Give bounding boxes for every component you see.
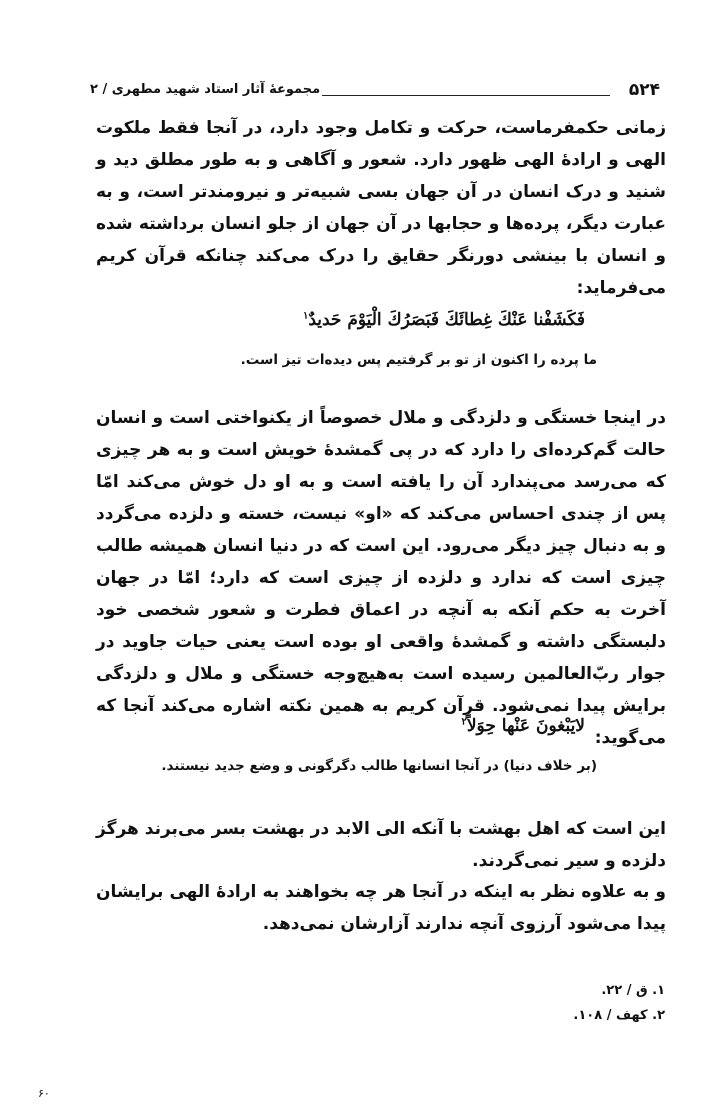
verse-text: فَكَشَفْنا عَنْكَ غِطائَكَ فَبَصَرُكَ الْيَوْمَ حَديدٌ xyxy=(308,310,585,330)
paragraph-4: و به علاوه نظر به اینکه در آنجا هر چه بخواهند به ارادهٔ الهی برایشان پیدا می‌شود آرزوی آنچه ندارند آزارشان نمی‌دهد. xyxy=(96,882,666,934)
footnotes xyxy=(573,978,665,1028)
paragraph-1: زمانی حکمفرماست، حرکت و تکامل وجود دارد، در آنجا فقط ملکوت الهی و ارادهٔ الهی ظهور دارد. شعور و آگاهی و به طور مطلق دید و شنید و درک انسان در آن جهان بسی شبیه‌تر و نیرومندتر است، و به عبارت دیگر، پرده‌ها و حجابها در آن جهان از جلو انسان برداشته شده و انسان با بینشی دورنگر حقایق را درک می‌کند چنانکه قرآن کریم می‌فرماید: xyxy=(96,118,666,298)
footnote-2: ۲. کهف / ۱۰۸. xyxy=(573,1008,665,1023)
paragraph-3: این است که اهل بهشت با آنکه الی الابد در بهشت بسر می‌برند هرگز دلزده و سیر نمی‌گردند. xyxy=(96,819,666,871)
quran-verse-2 xyxy=(461,716,585,736)
corner-mark: ۶۰ xyxy=(38,1087,50,1100)
header-rule xyxy=(322,95,610,96)
footnote-ref-2: ۲ xyxy=(461,716,467,728)
page-header xyxy=(90,80,660,104)
verse-text: لايَبْغونَ عَنْها حِوَلاً xyxy=(466,716,585,736)
footnote-1: ۱. ق / ۲۲. xyxy=(601,983,665,998)
quran-verse-1 xyxy=(303,310,585,330)
verse-translation-1: ما پرده را اکنون از تو بر گرفتیم پس دیده‌ات تیز است. xyxy=(240,352,597,368)
paragraph-2: در اینجا خستگی و دلزدگی و ملال خصوصاً از یکنواختی است و انسان حالت گم‌کرده‌ای را دارد که در پی گمشدهٔ خویش است و به هر چیزی که می‌رسد می‌پندارد آن را یافته است و به او دل خوش می‌کند امّا پس از چندی احساس می‌کند که «او» نیست، خسته و دلزده می‌گردد و به دنبال چیز دیگر می‌رود. این است که در دنیا انسان همیشه طالب چیزی است که ندارد و دلزده از چیزی است که دارد؛ امّا در جهان آخرت به حکم آنکه به آنچه در اعماق فطرت و شعور شخصی خود دلبستگی داشته و گمشدهٔ واقعی او بوده است یعنی حیات جاوید در جوار ربّ‌العالمین رسیده است به‌هیچ‌وجه خستگی و ملال و دلزدگی برایش پیدا نمی‌شود. قرآن کریم به همین نکته اشاره می‌کند آنجا که می‌گوید: xyxy=(96,408,666,748)
page-number: ۵۲۴ xyxy=(628,80,660,100)
series-title: مجموعهٔ آثار استاد شهید مطهری / ۲ xyxy=(90,82,321,97)
footnote-ref-1: ۱ xyxy=(302,310,309,322)
verse-translation-2: (بر خلاف دنیا) در آنجا انسانها طالب دگرگونی و وضع جدید نیستند. xyxy=(161,758,597,774)
